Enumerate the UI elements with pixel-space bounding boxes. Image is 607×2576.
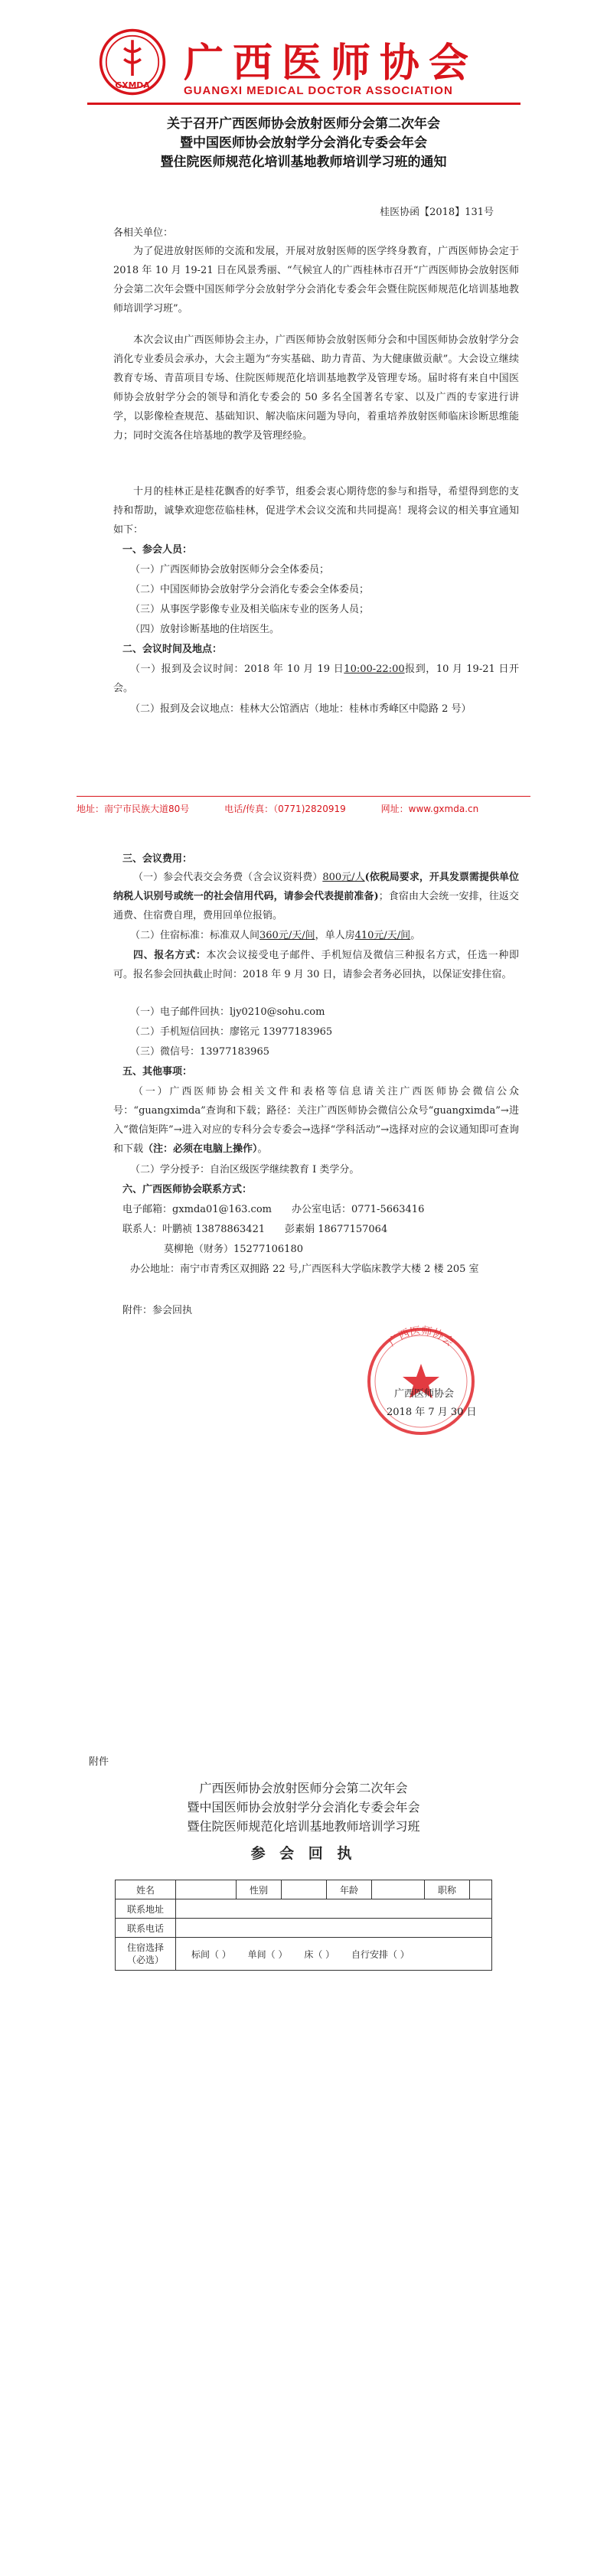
registration-time-rest: 报到，10 月 19-21 日开会。 [113,664,519,694]
form-row-address [116,1899,492,1919]
registration-method [113,946,519,984]
contact-email-phone: 电子邮箱：gxmda01@163.com 办公室电话：0771-5663416 [122,1204,425,1215]
accommodation-option-bed[interactable]: 床（ ） [304,1948,335,1960]
accommodation-option-self[interactable]: 自行安排（ ） [351,1948,410,1960]
paragraph-intro: 为了促进放射医师的交流和发展，开展对放射医师的医学终身教育，广西医师协会定于 2018 年 10 月 19-21 日在风景秀丽、“气候宜人的广西桂林市召开“广西医师协会放射医师分会第二次年会暨中国医师学分会放射学分会消化专委会年会暨住院医师规范化培训基地教师培训学习班”。 [113,246,519,315]
registration-form-page [0,1753,607,2576]
participant-item: （二）中国医师协会放射学分会消化专委会全体委员； [130,584,370,595]
contact-office-address: 办公地址：南宁市青秀区双拥路 22 号,广西医科大学临床教学大楼 2 楼 205 室 [130,1264,479,1275]
hotel-rates [130,926,536,945]
hotel-rates-text: （二）住宿标准：标准双人间 [130,930,260,941]
form-title-line: 暨中国医师协会放射学分会消化专委会年会 [187,1800,420,1815]
wechat-label: （三）微信号： [130,1046,201,1058]
footer-divider [77,796,530,797]
sms-label: （二）手机短信回执： [130,1026,230,1038]
registration-time-date: （一）报到及会议时间：2018 年 10 月 19 日 [130,664,344,675]
seal-text: 广西医师协会 [386,1325,456,1349]
signature-org: 广西医师协会 [394,1388,455,1400]
address-label: 联系地址 [116,1899,176,1919]
accommodation-option-standard[interactable]: 标间（ ） [191,1948,231,1960]
gender-field[interactable] [282,1880,327,1899]
hotel-single-rate: 410元/天/间 [354,930,411,941]
age-label: 年龄 [327,1880,372,1899]
registration-place: （二）报到及会议地点：桂林大公馆酒店（地址：桂林市秀峰区中隐路 2 号） [130,703,472,715]
document-number: 桂医协函【2018】131号 [380,207,494,218]
participant-item: （三）从事医学影像专业及相关临床专业的医务人员； [130,604,370,615]
participant-item: （一）广西医师协会放射医师分会全体委员； [130,564,330,576]
title-line: 关于召开广西医师协会放射医师分会第二次年会 [167,116,440,132]
paragraph-organizers: 本次会议由广西医师协会主办，广西医师协会放射医师分会和中国医师协会放射学分会消化专业委员会承办，大会主题为“夯实基础、助力青苗、为大健康做贡献”。大会设立继续教育专场、青苗项目专场、住院医师规范化培训基地教学及管理专场。届时将有来自中国医师协会放射学分会的领导和消化专委会的 50 多名全国著名专家、以及广西的专家进行讲学，以影像检查规范、基础知识、解决临床问题为导向，着重培养放射医师临床诊断思维能力；同时交流各住培基地的教学及管理经验。 [113,334,519,442]
name-field[interactable] [176,1880,237,1899]
footer-phone: 电话/传真：（0771)2820919 [224,804,346,814]
hotel-rates-sep: ，单人房 [315,930,355,941]
sms-contact [130,1022,536,1042]
salutation: 各相关单位： [113,227,174,239]
title-line: 暨住院医师规范化培训基地教师培训学习班的通知 [160,155,447,170]
section-contact-heading: 六、广西医师协会联系方式： [122,1184,253,1195]
documents-text: （一）广西医师协会相关文件和表格等信息请关注广西医师协会微信公众号：“guangximda”查询和下载；路径：关注广西医师协会微信公众号“guangximda”→进入“微信矩阵”→进入对应的专科分会专委会→选择“学科活动”→选择对应的会议通知即可查询和下载 [113,1086,519,1155]
phone-field[interactable] [176,1919,492,1938]
title-field[interactable] [470,1880,492,1899]
section-participants-heading: 一、参会人员： [122,544,193,556]
paragraph-invitation: 十月的桂林正是桂花飘香的好季节，组委会衷心期待您的参与和指导，希望得到您的支持和帮助，诚挚欢迎您莅临桂林，促进学术会议交流和共同提高！现将会议的相关事宜通知如下： [113,486,519,536]
contact-finance: 莫柳艳（财务）15277106180 [164,1244,303,1255]
hotel-double-rate: 360元/天/间 [259,930,315,941]
name-label: 姓名 [116,1880,176,1899]
fee-invoice-note: (依税局要求，开具发票需提供单位纳税人识别号或统一的社会信用代码，请参会代表提前准备) [113,872,519,902]
sms-number: 廖铭元 13977183965 [230,1026,333,1038]
signature-date: 2018 年 7 月 30 日 [387,1407,477,1418]
logo-text: GXMDA [115,80,150,91]
footer-address: 地址：南宁市民族大道80号 [77,804,190,814]
other-item-documents [113,1082,519,1159]
documents-end: 。 [257,1143,268,1155]
fee-text: （一）参会代表交会务费（含会议资料费） [133,872,323,883]
footer-website: 网址：www.gxmda.cn [380,804,479,814]
wechat-contact [130,1042,536,1061]
accommodation-option-single[interactable]: 单间（ ） [247,1948,288,1960]
section-time-place-heading: 二、会议时间及地点： [122,644,223,655]
notice-title [77,115,530,172]
section-fees-heading: 三、会议费用： [122,853,193,865]
form-row-personal [116,1880,492,1899]
official-seal [364,1324,478,1439]
section-registration-heading: 四、报名方式： [133,950,207,961]
header-divider [87,103,521,105]
title-label: 职称 [425,1880,470,1899]
form-attachment-label: 附件 [89,1756,109,1768]
form-row-phone [116,1919,492,1938]
participant-item: （四）放射诊断基地的住培医生。 [130,624,280,635]
title-line: 暨中国医师协会放射学分会消化专委会年会 [180,135,427,151]
accommodation-label: 住宿选择（必选） [116,1938,176,1971]
notice-page-2 [0,849,607,1722]
registration-time [113,660,519,698]
documents-computer-note: （注：必须在电脑上操作） [143,1143,258,1155]
section-other-heading: 五、其他事项： [122,1066,193,1078]
address-field[interactable] [176,1899,492,1919]
form-title: 参 会 回 执 [250,1845,357,1862]
registration-time-hours: 10:00-22:00 [344,664,405,675]
wechat-id: 13977183965 [200,1046,269,1058]
registration-method-text: 本次会议接受电子邮件、手机短信及微信三种报名方式，任选一种即可。报名参会回执截止时间：2018 年 9 月 30 日，请参会者务必回执，以保证安排住宿。 [113,950,519,980]
email-contact [130,1003,536,1022]
hotel-rates-end: 。 [410,930,421,941]
gender-label: 性别 [237,1880,282,1899]
form-title-line: 暨住院医师规范化培训基地教师培训学习班 [187,1819,420,1834]
org-name-en: GUANGXI MEDICAL DOCTOR ASSOCIATION [184,84,453,97]
fee-lodging-note: ；食宿由大会统一安排，往返交通费、住宿费自理，费用回单位报销。 [113,891,519,921]
notice-page-1 [0,0,607,823]
age-field[interactable] [372,1880,425,1899]
registration-form-table [115,1880,492,1971]
fee-description [113,868,519,925]
attachment-note: 附件：参会回执 [122,1305,193,1316]
email-label: （一）电子邮件回执： [130,1006,230,1018]
org-name-cn: 广西医师协会 [184,40,478,86]
association-logo [98,28,167,96]
email-address[interactable]: ljy0210@sohu.com [230,1006,325,1018]
accommodation-options [176,1938,492,1971]
form-title-line: 广西医师协会放射医师分会第二次年会 [199,1781,408,1795]
other-item-credits: （二）学分授予：自治区级医学继续教育 I 类学分。 [130,1164,360,1176]
phone-label: 联系电话 [116,1919,176,1938]
form-heading [115,1779,492,1836]
letterhead-footer [77,802,530,815]
form-row-accommodation [116,1938,492,1971]
contact-persons: 联系人：叶鹏祯 13878863421 彭素娟 18677157064 [122,1224,388,1235]
fee-amount: 800元/人 [322,872,365,883]
